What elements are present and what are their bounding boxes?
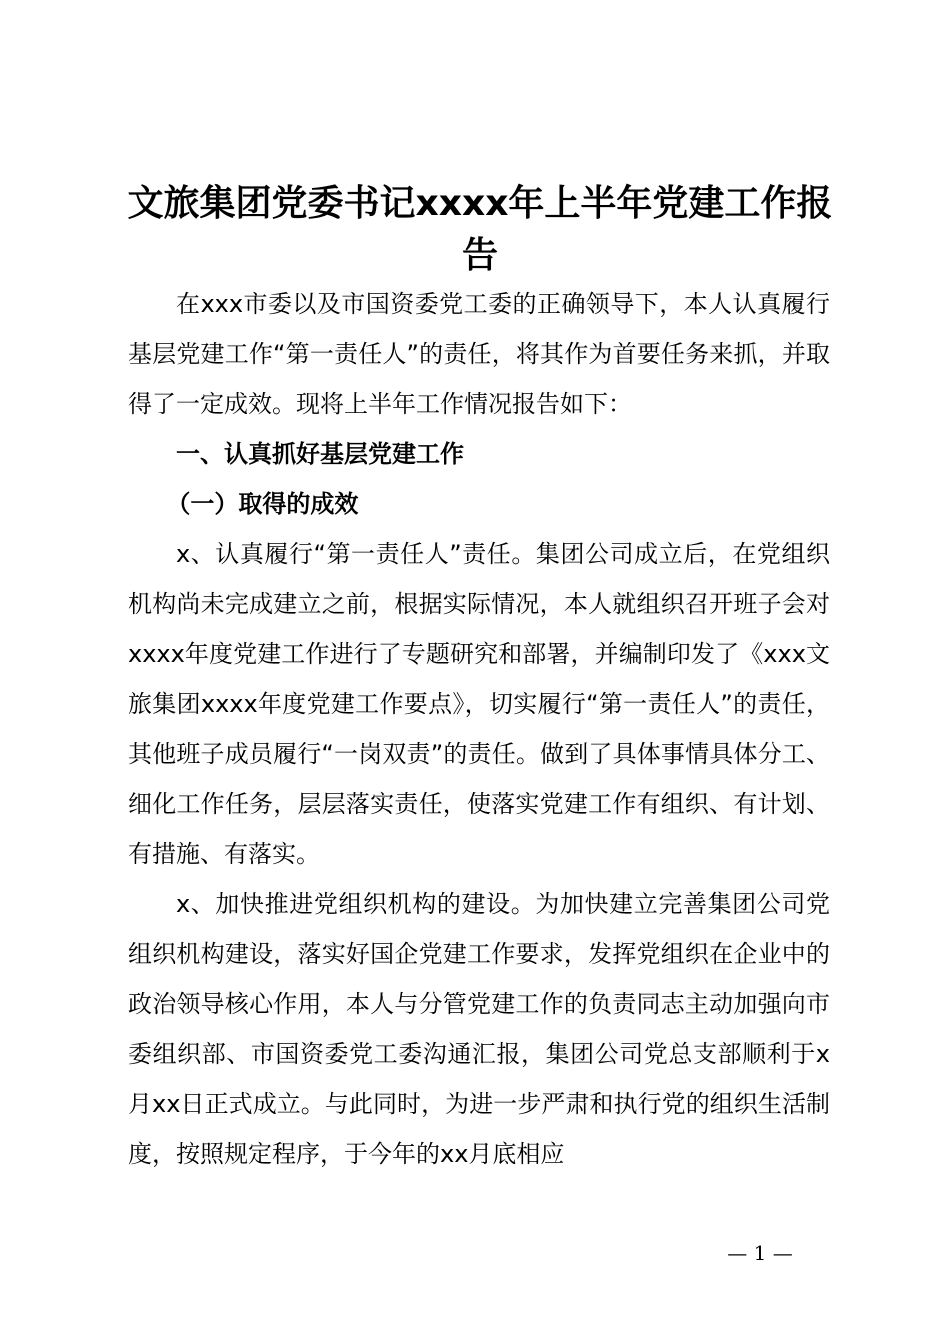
page-number: — 1 — <box>727 1241 793 1265</box>
paragraph-item-1: x、认真履行“第一责任人”责任。集团公司成立后，在党组织机构尚未完成建立之前，根据实际情况，本人就组织召开班子会对xxxx年度党建工作进行了专题研究和部署，并编制印发了《xxx文旅集团xxxx年度党建工作要点》，切实履行“第一责任人”的责任，其他班子成员履行“一岗双责”的责任。做到了具体事情具体分工、细化工作任务，层层落实责任，使落实党建工作有组织、有计划、有措施、有落实。 <box>128 540 830 868</box>
subsection-heading: （一）取得的成效 <box>166 490 359 518</box>
document-body <box>128 279 830 1179</box>
intro-paragraph: 在xxx市委以及市国资委党工委的正确领导下，本人认真履行基层党建工作“第一责任人”的责任，将其作为首要任务来抓，并取得了一定成效。现将上半年工作情况报告如下： <box>128 290 830 418</box>
document-title: 文旅集团党委书记xxxx年上半年党建工作报告 <box>127 183 833 276</box>
section-heading: 一、认真抓好基层党建工作 <box>176 440 464 468</box>
paragraph-item-2: x、加快推进党组织机构的建设。为加快建立完善集团公司党组织机构建设，落实好国企党建工作要求，发挥党组织在企业中的政治领导核心作用，本人与分管党建工作的负责同志主动加强向市委组织部、市国资委党工委沟通汇报，集团公司党总支部顺利于x月xx日正式成立。与此同时，为进一步严肃和执行党的组织生活制度，按照规定程序，于今年的xx月底相应 <box>128 890 830 1168</box>
